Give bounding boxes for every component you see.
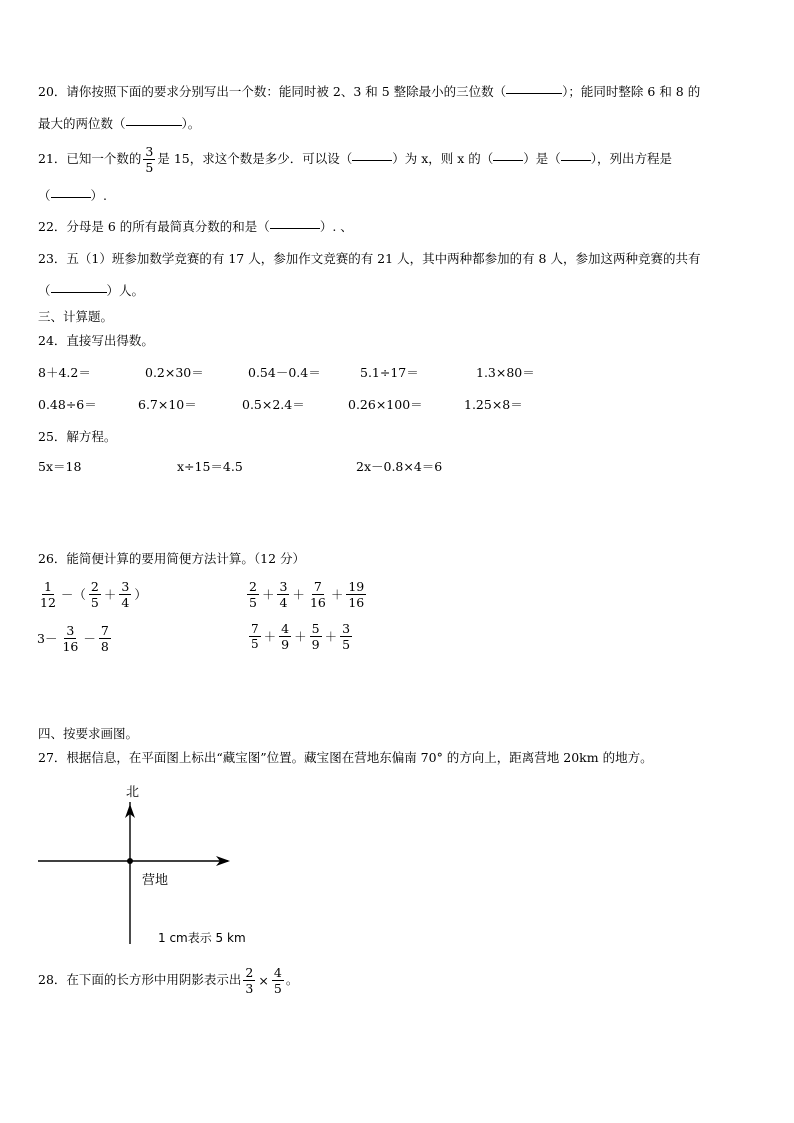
compass-diagram — [30, 780, 250, 955]
q21-line2: （ ）. — [38, 188, 107, 203]
q24-title: 24．直接写出得数。 — [38, 333, 154, 348]
q24-row1 — [38, 365, 778, 381]
section-heading: 四、按要求画图。 — [38, 726, 139, 741]
equation: 5x＝18 — [38, 459, 82, 474]
scale-label: 1 cm表示 5 km — [158, 931, 246, 945]
camp-point — [127, 858, 133, 864]
oral-calc-item: 5.1÷17＝ — [360, 365, 419, 380]
fraction: $\frac{7}{16}$ — [309, 579, 326, 610]
fraction: $\frac{3}{5}$ — [342, 621, 351, 652]
north-label: 北 — [126, 785, 140, 800]
oral-calc-item: 0.26×100＝ — [348, 397, 423, 412]
q23-line1: 23．五（1）班参加数学竞赛的有 17 人，参加作文竞赛的有 21 人，其中两种都参加的有 8 人，参加这两种竞赛的共有 — [38, 251, 701, 266]
oral-calc-item: 0.2×30＝ — [145, 365, 204, 380]
fraction: $\frac{2}{5}$ — [249, 579, 257, 610]
equation: x÷15＝4.5 — [177, 459, 243, 474]
oral-calc-item: 6.7×10＝ — [138, 397, 197, 412]
fraction: $\frac{3}{16}$ — [62, 623, 79, 654]
oral-calc-item: 0.54－0.4＝ — [248, 365, 321, 380]
fraction: $\frac{3}{4}$ — [121, 579, 130, 610]
q26-title: 26．能简便计算的要用简便方法计算。（12 分） — [38, 551, 306, 566]
section-heading: 三、计算题。 — [38, 309, 114, 324]
q25-title: 25．解方程。 — [38, 429, 117, 444]
fraction: $\frac{19}{16}$ — [348, 579, 365, 610]
fraction: $\frac{2}{3}$ — [245, 965, 254, 996]
fraction: $\frac{5}{9}$ — [311, 621, 320, 652]
oral-calc-item: 1.25×8＝ — [464, 397, 523, 412]
fraction: $\frac{3}{5}$ — [145, 144, 154, 175]
oral-calc-item: 1.3×80＝ — [476, 365, 535, 380]
q21-line1: 21．已知一个数的 $\frac{3}{5}$ 是 15，求这个数是多少．可以设（ ）为 x，则 x 的（ ）是（ ），列出方程是 — [38, 144, 673, 175]
q26-expr4: $\frac{7}{5}$ ＋ $\frac{4}{9}$ ＋ $\frac{5}{9}$ ＋ $\frac{3}{5}$ — [251, 621, 351, 652]
fraction: $\frac{3}{4}$ — [279, 579, 288, 610]
camp-label: 营地 — [142, 873, 169, 888]
oral-calc-item: 8＋4.2＝ — [38, 365, 91, 380]
q26-expr1: $\frac{1}{12}$ －（ $\frac{2}{5}$ ＋ $\frac{3}{4}$ ） — [40, 579, 147, 610]
q23-line2: （ ）人。 — [38, 283, 145, 298]
oral-calc-item: 0.48÷6＝ — [38, 397, 97, 412]
fraction: $\frac{2}{5}$ — [90, 579, 99, 610]
q27-text: 27．根据信息，在平面图上标出“藏宝图”位置。藏宝图在营地东偏南 70° 的方向上，距离营地 20km 的地方。 — [38, 750, 653, 765]
q22: 22．分母是 6 的所有最简真分数的和是（ ）. 、 — [38, 219, 353, 234]
q28-text: 28．在下面的长方形中用阴影表示出 $\frac{2}{3}$ × $\frac{4}{5}$ 。 — [38, 965, 299, 996]
q24-row2 — [38, 397, 778, 413]
fraction: $\frac{7}{8}$ — [100, 623, 109, 654]
oral-calc-item: 0.5×2.4＝ — [242, 397, 305, 412]
equation: 2x－0.8×4＝6 — [356, 459, 443, 474]
fraction: $\frac{4}{9}$ — [281, 621, 290, 652]
q20-line2: 最大的两位数（ ）。 — [38, 116, 201, 131]
fraction: $\frac{7}{5}$ — [251, 622, 259, 651]
q20-line1: 20．请你按照下面的要求分别写出一个数：能同时被 2、3 和 5 整除最小的三位数（ ）；能同时整除 6 和 8 的 — [38, 84, 701, 99]
q26-expr2: $\frac{2}{5}$ ＋ $\frac{3}{4}$ ＋ $\frac{7}{16}$ ＋ $\frac{19}{16}$ — [249, 579, 365, 610]
fraction: $\frac{1}{12}$ — [40, 579, 56, 610]
q26-expr3: 3－ $\frac{3}{16}$ － $\frac{7}{8}$ — [37, 623, 109, 654]
q25-equations — [38, 459, 778, 475]
fraction: $\frac{4}{5}$ — [273, 965, 282, 996]
